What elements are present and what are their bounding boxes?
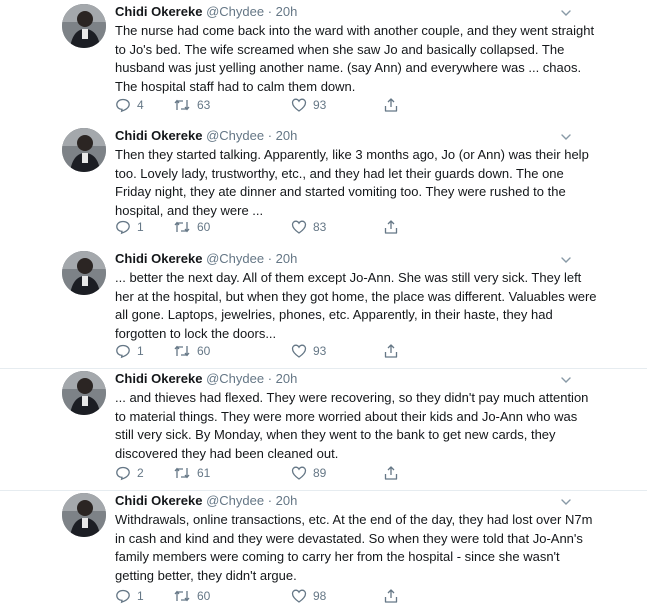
chevron-down-icon[interactable] [559,253,573,267]
chevron-down-icon[interactable] [559,373,573,387]
share-icon [383,465,399,481]
reply-button[interactable] [115,341,144,359]
tweet-header [115,2,599,22]
reply-icon [115,219,131,235]
reply-button[interactable] [115,586,144,604]
separator-dot: · [267,4,273,19]
reply-icon [115,465,131,481]
heart-icon [291,219,307,235]
retweet-button[interactable] [173,95,210,113]
share-icon [383,97,399,113]
like-button[interactable] [291,341,326,359]
avatar[interactable] [62,4,106,48]
reply-icon [115,588,131,604]
like-count: 83 [313,219,327,234]
like-button[interactable] [291,217,326,235]
heart-icon [291,97,307,113]
like-button[interactable] [291,463,326,481]
reply-count: 1 [137,588,144,603]
author-name[interactable]: Chidi Okereke [115,493,203,508]
author-handle[interactable]: @Chydee [206,371,265,386]
retweet-icon [173,343,191,359]
author-handle[interactable]: @Chydee [206,4,265,19]
share-button[interactable] [383,463,405,481]
chevron-down-icon[interactable] [559,6,573,20]
retweet-count: 60 [197,219,211,234]
tweet[interactable] [0,368,647,488]
avatar[interactable] [62,371,106,415]
retweet-button[interactable] [173,463,210,481]
timestamp[interactable]: 20h [275,371,298,386]
author-name[interactable]: Chidi Okereke [115,251,203,266]
author-handle[interactable]: @Chydee [206,251,265,266]
separator-dot: · [267,251,273,266]
retweet-icon [173,588,191,604]
like-count: 93 [313,97,327,112]
tweet-text: ... better the next day. All of them except Jo-Ann. She was still very sick. They left her at the hospital, but when they got home, the place was different. Valuables were all gone. Laptops, jewelries, phones, etc. Apparently, in their haste, they had forgotten to lock the doors... [115,270,597,341]
share-button[interactable] [383,586,405,604]
reply-button[interactable] [115,463,144,481]
tweet-text: The nurse had come back into the ward with another couple, and they went straight to Jo's bed. The wife screamed when she saw Jo and basically collapsed. The husband was just yelling another name. (say Ann) and everywhere was ... chaos. The hospital staff had to calm them down. [115,23,595,94]
heart-icon [291,343,307,359]
heart-icon [291,465,307,481]
like-count: 93 [313,343,327,358]
retweet-icon [173,219,191,235]
tweet-content [115,249,599,343]
chevron-down-icon[interactable] [559,130,573,144]
tweet-text: ... and thieves had flexed. They were recovering, so they didn't pay much attention to material things. They were more worried about their kids and Jo-Ann who was still very sick. By Monday, when they went to the bank to get new cards, they discovered they had been cleaned out. [115,390,589,461]
reply-count: 4 [137,97,144,112]
retweet-count: 60 [197,343,211,358]
retweet-icon [173,97,191,113]
tweet-header [115,249,599,269]
retweet-count: 61 [197,465,211,480]
tweet-text: Withdrawals, online transactions, etc. At the end of the day, they had lost over N7m in cash and kind and they were devastated. So when they were told that Jo-Ann's family members were coming to carry her from the hospital - since she wasn't getting better, they didn't argue. [115,512,593,583]
retweet-count: 63 [197,97,211,112]
avatar[interactable] [62,251,106,295]
heart-icon [291,588,307,604]
tweet-content [115,2,599,96]
share-button[interactable] [383,95,405,113]
separator-dot: · [267,371,273,386]
tweet-content [115,126,599,220]
tweet-text: Then they started talking. Apparently, like 3 months ago, Jo (or Ann) was their help too. Lovely lady, trustworthy, etc., and they had let their guards down. The one Friday night, they ate dinner and started vomiting too. They were rushed to the hospital, and they were ... [115,147,589,218]
like-button[interactable] [291,95,326,113]
reply-count: 2 [137,465,144,480]
retweet-button[interactable] [173,586,210,604]
like-count: 89 [313,465,327,480]
author-handle[interactable]: @Chydee [206,128,265,143]
reply-button[interactable] [115,95,144,113]
author-name[interactable]: Chidi Okereke [115,4,203,19]
like-count: 98 [313,588,327,603]
separator-dot: · [267,493,273,508]
timestamp[interactable]: 20h [275,251,298,266]
retweet-icon [173,465,191,481]
author-name[interactable]: Chidi Okereke [115,371,203,386]
tweet[interactable] [0,126,647,243]
share-button[interactable] [383,217,405,235]
like-button[interactable] [291,586,326,604]
share-button[interactable] [383,341,405,359]
share-icon [383,588,399,604]
retweet-button[interactable] [173,341,210,359]
tweet[interactable] [0,2,647,121]
tweet[interactable] [0,490,647,611]
tweet-header [115,369,599,389]
author-handle[interactable]: @Chydee [206,493,265,508]
tweet-header [115,126,599,146]
author-name[interactable]: Chidi Okereke [115,128,203,143]
timestamp[interactable]: 20h [275,493,298,508]
tweet[interactable] [0,249,647,367]
retweet-count: 60 [197,588,211,603]
separator-dot: · [267,128,273,143]
reply-count: 1 [137,343,144,358]
tweet-content [115,491,599,585]
chevron-down-icon[interactable] [559,495,573,509]
retweet-button[interactable] [173,217,210,235]
share-icon [383,219,399,235]
reply-icon [115,97,131,113]
timestamp[interactable]: 20h [275,128,298,143]
reply-button[interactable] [115,217,144,235]
share-icon [383,343,399,359]
reply-count: 1 [137,219,144,234]
tweet-header [115,491,599,511]
reply-icon [115,343,131,359]
timestamp[interactable]: 20h [275,4,298,19]
avatar[interactable] [62,128,106,172]
avatar[interactable] [62,493,106,537]
tweet-content [115,369,599,463]
